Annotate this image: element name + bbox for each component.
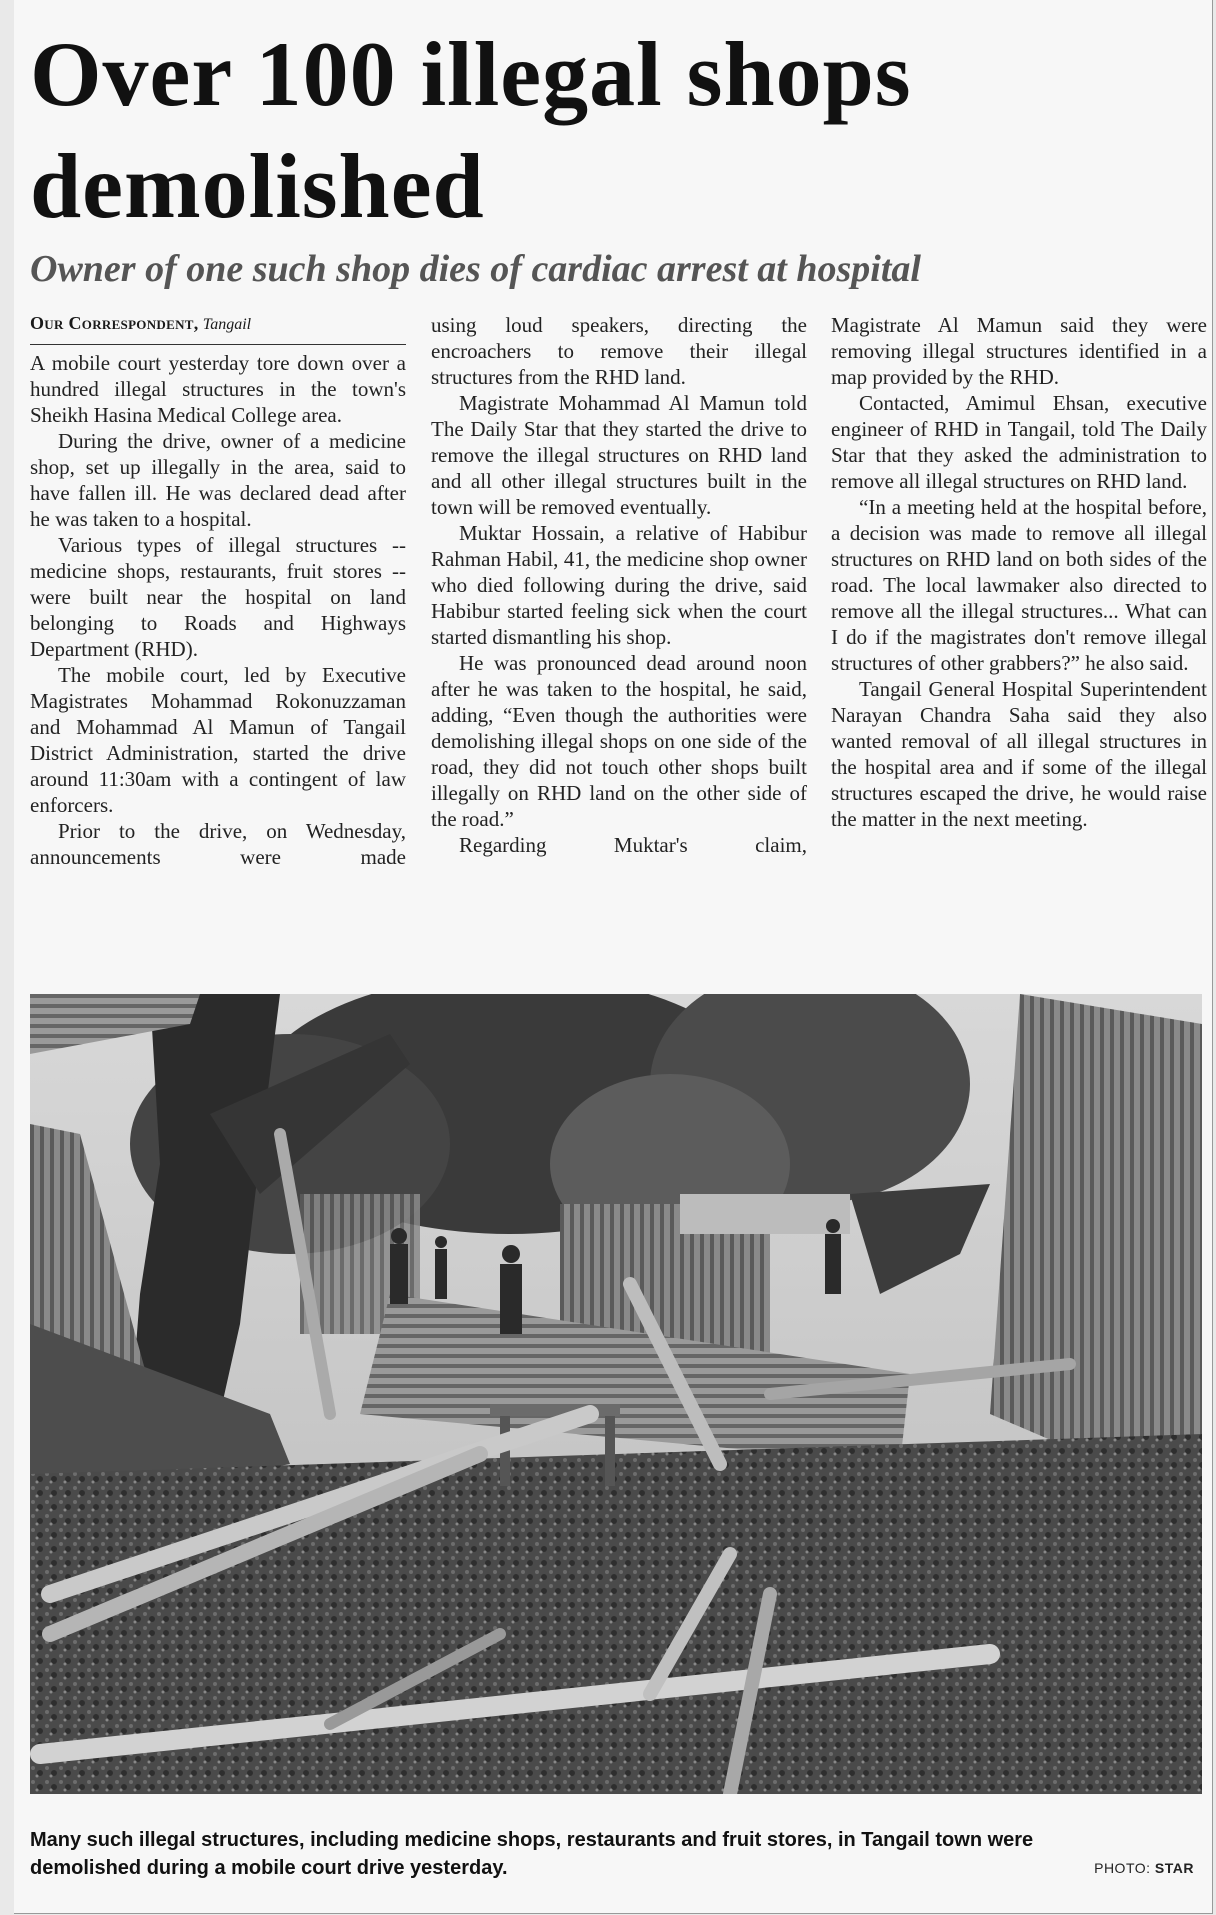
paragraph: Contacted, Amimul Ehsan, executive engineer of RHD in Tangail, told The Daily Star that they asked the administration to remove all illegal structures on RHD land.: [831, 391, 1207, 493]
paragraph: Prior to the drive, on Wednesday, announcements were made: [30, 819, 406, 869]
subheadline: Owner of one such shop dies of cardiac arrest at hospital: [30, 248, 921, 290]
photo-credit-source: STAR: [1154, 1860, 1194, 1876]
byline: [30, 312, 406, 345]
paragraph: Magistrate Al Mamun said they were removing illegal structures identified in a map provided by the RHD.: [831, 313, 1207, 389]
byline-name: Our Correspondent,: [30, 313, 199, 333]
article-column-3: [831, 312, 1207, 832]
paragraph: The mobile court, led by Executive Magistrates Mohammad Rokonuzzaman and Mohammad Al Mamun of Tangail District Administration, started the drive around 11:30am with a contingent of law enforcers.: [30, 663, 406, 817]
paragraph: He was pronounced dead around noon after he was taken to the hospital, he said, adding, “Even though the authorities were demolishing illegal shops on one side of the road, they did not touch other shops built illegally on RHD land on the other side of the road.”: [431, 651, 807, 831]
paragraph: A mobile court yesterday tore down over a hundred illegal structures in the town's Sheikh Hasina Medical College area.: [30, 351, 406, 427]
photo-credit-prefix: PHOTO:: [1094, 1860, 1151, 1876]
headline: Over 100 illegal shops demolished: [30, 23, 912, 237]
paragraph: Various types of illegal structures -- medicine shops, restaurants, fruit stores -- were built near the hospital on land belonging to Roads and Highways Department (RHD).: [30, 533, 406, 661]
paragraph: “In a meeting held at the hospital before, a decision was made to remove all illegal structures on RHD land on both sides of the road. The local lawmaker also directed to remove all the illegal structures... What can I do if the magistrates don't remove illegal structures of other grabbers?” he also said.: [831, 495, 1207, 675]
paragraph: During the drive, owner of a medicine shop, set up illegally in the area, said to have fallen ill. He was declared dead after he was taken to a hospital.: [30, 429, 406, 531]
article-column-1: [30, 350, 406, 870]
newspaper-page: [14, 0, 1213, 1914]
paragraph: Muktar Hossain, a relative of Habibur Rahman Habil, 41, the medicine shop owner who died following during the drive, said Habibur started feeling sick when the court started dismantling his shop.: [431, 521, 807, 649]
byline-place: Tangail: [202, 316, 252, 333]
paragraph: using loud speakers, directing the encroachers to remove their illegal structures from the RHD land.: [431, 313, 807, 389]
demolition-scene-illustration: [30, 994, 1202, 1794]
paragraph: Tangail General Hospital Superintendent Narayan Chandra Saha said they also wanted removal of all illegal structures in the hospital area and if some of the illegal structures escaped the drive, he would raise the matter in the next meeting.: [831, 677, 1207, 831]
news-photo: [30, 994, 1202, 1794]
paragraph: Regarding Muktar's claim,: [459, 833, 807, 857]
photo-credit: [1094, 1860, 1194, 1876]
article-column-2: [431, 312, 807, 858]
paragraph: Magistrate Mohammad Al Mamun told The Daily Star that they started the drive to remove the illegal structures on RHD land and all other illegal structures built in the town will be removed eventually.: [431, 391, 807, 519]
photo-caption: Many such illegal structures, including medicine shops, restaurants and fruit stores, in Tangail town were demolished during a mobile court drive yesterday.: [30, 1829, 1034, 1879]
